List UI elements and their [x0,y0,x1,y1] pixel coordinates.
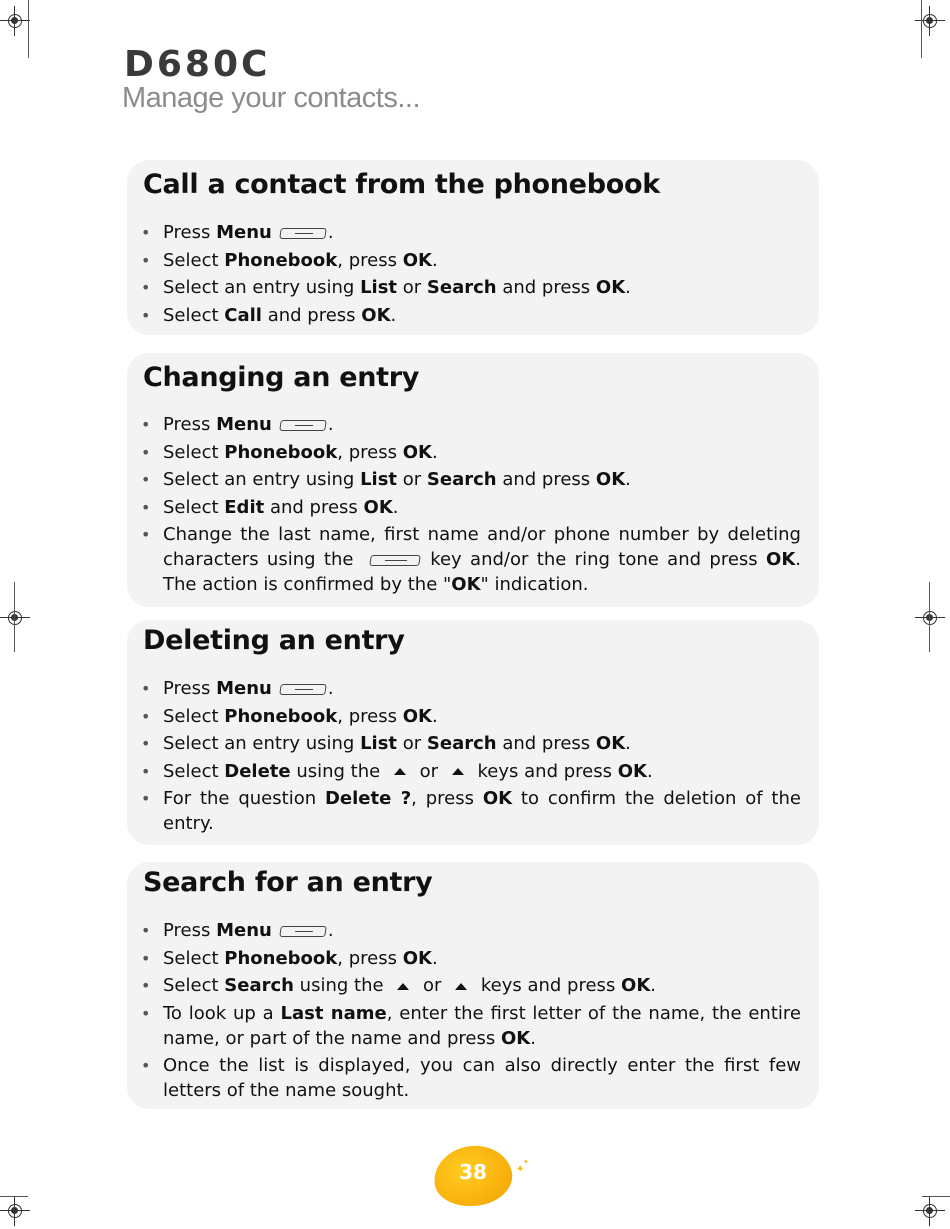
sparkle-icon: ✦ [523,1158,529,1166]
keyword: OK [361,304,391,326]
model-name: D680C [124,44,271,85]
keyword: Delete ? [324,788,412,809]
registration-mark-top-left [0,6,30,36]
list-item: • Change the last name, first name and/or phone number by deleting characters using the key and/or the ring tone and press OK. The action is confirmed by the "OK" indication. [141,522,801,597]
keyword: Phonebook [224,249,338,271]
instruction-list [141,676,801,839]
registration-mark-mid-left [0,603,30,633]
list-item: • Select Phonebook, press OK. [141,946,801,971]
keyword: Delete [224,760,291,782]
keyword: Search [426,277,497,298]
keyword: Search [426,469,497,490]
softkey-icon [279,684,327,695]
list-item: • Select Phonebook, press OK. [141,704,801,729]
keyword: OK [500,1027,531,1049]
softkey-icon [279,926,327,937]
keyword: OK [595,277,626,298]
keyword: OK [595,469,626,490]
list-item: • Press Menu . [141,918,801,943]
keyword: OK [402,947,432,969]
up-arrow-icon [397,983,409,990]
softkey-icon [279,228,327,239]
registration-mark-bottom-left [0,1196,30,1226]
keyword: OK [451,574,481,595]
keyword: OK [595,733,626,754]
list-item: • Select an entry using List or Search and press OK. [141,731,801,756]
page-subtitle: Manage your contacts... [122,82,420,114]
keyword: List [360,469,398,490]
list-item: • Select an entry using List or Search and press OK. [141,275,801,300]
crop-line [929,582,930,652]
list-item: • Select Call and press OK. [141,303,801,328]
list-item: • To look up a Last name, enter the first letter of the name, the entire name, or part of the name and press OK. [141,1001,801,1051]
up-arrow-icon [452,768,464,775]
section-call-contact [127,160,819,335]
keyword: Edit [224,496,265,518]
section-title: Search for an entry [143,867,433,898]
instruction-list [141,412,801,600]
section-changing-entry [127,353,819,607]
sparkle-icon: ✦ [516,1164,525,1175]
crop-line [921,0,922,58]
keyword: List [360,733,398,754]
list-item: • Select Search using the or keys and press OK. [141,973,801,998]
keyword: OK [617,760,647,782]
list-item: • For the question Delete ?, press OK to confirm the deletion of the entry. [141,786,801,836]
keyword: OK [402,249,432,271]
instruction-list [141,220,801,330]
list-item: • Select Phonebook, press OK. [141,440,801,465]
page-number: 38 [459,1160,487,1184]
keyword: OK [766,549,796,570]
section-title: Changing an entry [143,362,420,393]
keyword: Menu [216,678,272,699]
registration-mark-bottom-right [915,1196,945,1226]
section-search-entry [127,862,819,1109]
keyword: Call [224,304,262,326]
softkey-icon [279,420,327,431]
registration-mark-top-right [915,6,945,36]
keyword: Search [426,733,497,754]
softkey-icon [369,555,421,566]
section-deleting-entry [127,620,819,845]
crop-line [28,0,29,58]
section-title: Deleting an entry [143,625,405,656]
keyword: Phonebook [224,705,338,727]
list-item: • Press Menu . [141,412,801,437]
crop-line [14,582,15,652]
keyword: OK [621,975,651,996]
keyword: Last name [280,1002,387,1024]
instruction-list [141,918,801,1106]
keyword: Phonebook [224,441,338,463]
keyword: List [360,277,398,298]
keyword: OK [402,705,432,727]
up-arrow-icon [455,983,467,990]
keyword: Phonebook [224,947,338,969]
list-item: • Press Menu . [141,676,801,701]
keyword: Menu [216,222,272,243]
list-item: • Press Menu . [141,220,801,245]
keyword: Menu [216,920,272,941]
keyword: Search [224,975,294,996]
list-item: • Select Delete using the or keys and press OK. [141,759,801,784]
list-item: • Select Edit and press OK. [141,495,801,520]
up-arrow-icon [394,768,406,775]
crop-line [0,1196,28,1197]
section-title: Call a contact from the phonebook [143,169,660,200]
keyword: OK [402,441,432,463]
crop-line [922,1196,950,1197]
keyword: Menu [216,414,272,435]
registration-mark-mid-right [915,603,945,633]
list-item: • Select an entry using List or Search and press OK. [141,467,801,492]
keyword: OK [482,788,513,809]
keyword: OK [363,496,393,518]
list-item: • Once the list is displayed, you can also directly enter the first few letters of the name sought. [141,1053,801,1103]
list-item: • Select Phonebook, press OK. [141,248,801,273]
